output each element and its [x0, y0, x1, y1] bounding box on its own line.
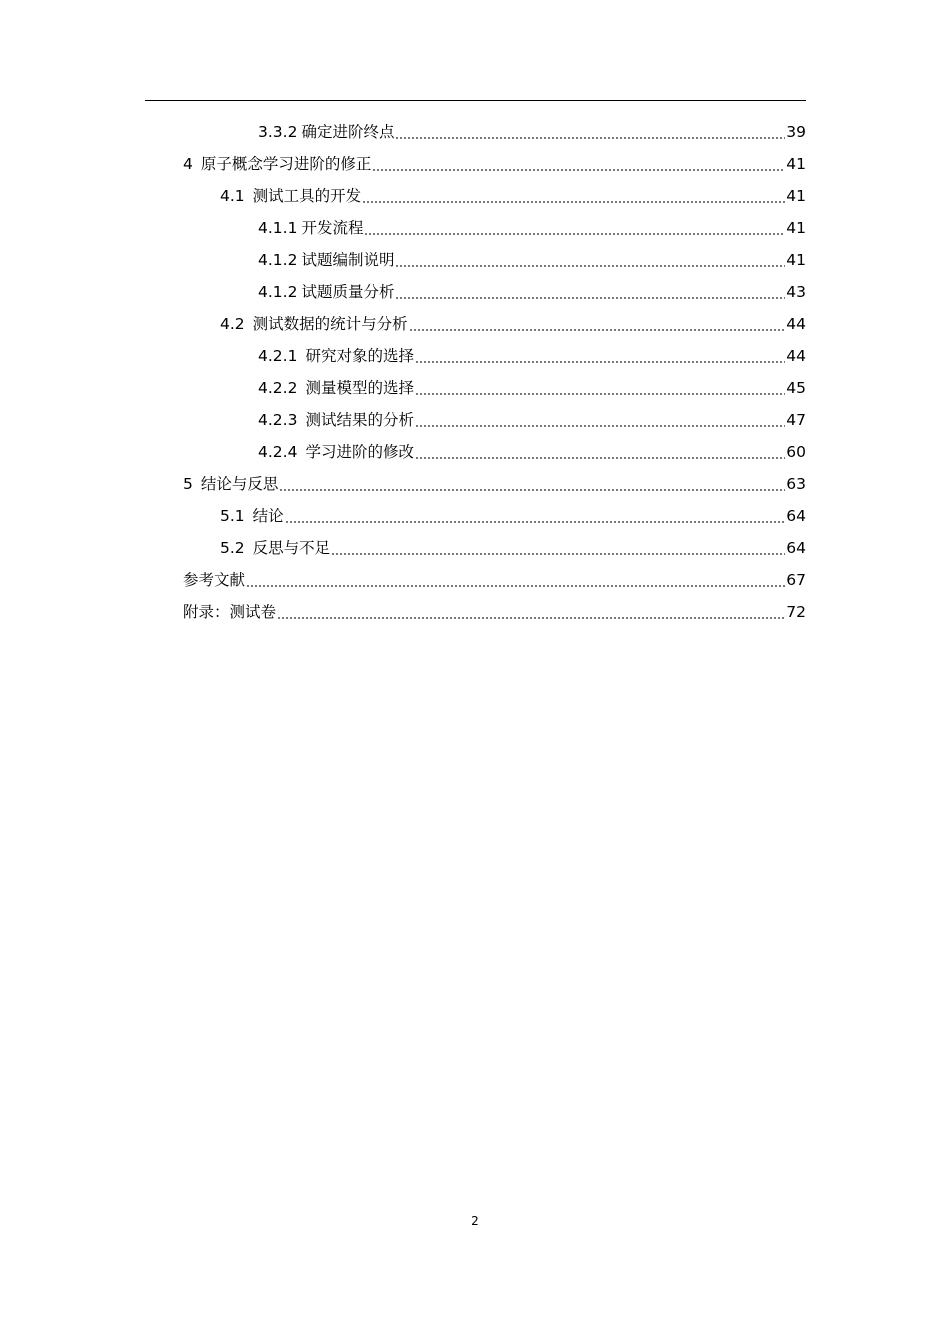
toc-entry-4-2-3[interactable] — [258, 404, 806, 436]
toc-entry-page: 44 — [786, 347, 806, 365]
dot-leader — [277, 617, 785, 619]
toc-entry-title: 测试数据的统计与分析 — [252, 315, 408, 333]
dot-leader — [364, 233, 785, 235]
toc-entry-title: 测量模型的选择 — [305, 379, 414, 397]
toc-entry-page: 41 — [786, 219, 806, 237]
toc-entry-number: 4.2.2 — [258, 379, 298, 397]
toc-entry-title: 试题质量分析 — [301, 283, 395, 301]
toc-entry-4-1[interactable] — [220, 180, 806, 212]
toc-entry-page: 41 — [786, 187, 806, 205]
toc-entry-4-2[interactable] — [220, 308, 806, 340]
toc-entry-number: 4.1 — [220, 187, 245, 205]
toc-entry-references[interactable] — [183, 564, 806, 596]
toc-entry-title: 试题编制说明 — [301, 251, 395, 269]
dot-leader — [415, 393, 785, 395]
dot-leader — [279, 489, 785, 491]
toc-entry-4-2-2[interactable] — [258, 372, 806, 404]
toc-entry-number: 4.1.2 — [258, 251, 298, 269]
dot-leader — [395, 137, 785, 139]
toc-entry-number: 4.2 — [220, 315, 245, 333]
toc-entry-number: 5 — [183, 475, 193, 493]
toc-entry-title: 学习进阶的修改 — [305, 443, 414, 461]
dot-leader — [362, 201, 785, 203]
toc-entry-title: 反思与不足 — [252, 539, 331, 557]
toc-entry-title: 原子概念学习进阶的修正 — [200, 155, 372, 173]
dot-leader — [395, 297, 785, 299]
toc-entry-title: 结论与反思 — [200, 475, 279, 493]
toc-entry-page: 60 — [786, 443, 806, 461]
toc-entry-number: 4.1.2 — [258, 283, 298, 301]
toc-entry-page: 72 — [786, 603, 806, 621]
toc-entry-4[interactable] — [183, 148, 806, 180]
toc-entry-page: 64 — [786, 507, 806, 525]
toc-entry-number: 4.2.1 — [258, 347, 298, 365]
toc-entry-number: 3.3.2 — [258, 123, 298, 141]
toc-entry-5[interactable] — [183, 468, 806, 500]
toc-entry-4-2-4[interactable] — [258, 436, 806, 468]
toc-entry-4-1-2-a[interactable] — [258, 244, 806, 276]
toc-entry-title: 开发流程 — [301, 219, 364, 237]
toc-entry-number: 4 — [183, 155, 193, 173]
dot-leader — [285, 521, 786, 523]
dot-leader — [372, 169, 785, 171]
toc-entry-appendix[interactable] — [183, 596, 806, 628]
toc-entry-4-2-1[interactable] — [258, 340, 806, 372]
toc-entry-title: 参考文献 — [183, 571, 246, 589]
toc-entry-page: 41 — [786, 251, 806, 269]
toc-entry-page: 43 — [786, 283, 806, 301]
toc-entry-title: 确定进阶终点 — [301, 123, 395, 141]
dot-leader — [415, 425, 785, 427]
toc-entry-number: 5.1 — [220, 507, 245, 525]
toc-entry-page: 47 — [786, 411, 806, 429]
dot-leader — [409, 329, 786, 331]
toc-entry-5-2[interactable] — [220, 532, 806, 564]
toc-entry-3-3-2[interactable] — [258, 116, 806, 148]
toc-entry-page: 67 — [786, 571, 806, 589]
toc-entry-number: 5.2 — [220, 539, 245, 557]
toc-entry-title: 测试工具的开发 — [252, 187, 362, 205]
dot-leader — [246, 585, 785, 587]
toc-entry-page: 63 — [786, 475, 806, 493]
toc-entry-page: 64 — [786, 539, 806, 557]
dot-leader — [415, 361, 785, 363]
toc-entry-4-1-1[interactable] — [258, 212, 806, 244]
toc-entry-title: 附录：测试卷 — [183, 603, 277, 621]
toc-entry-title: 研究对象的选择 — [305, 347, 414, 365]
dot-leader — [395, 265, 785, 267]
page-number: 2 — [471, 1214, 479, 1228]
toc-entry-title: 结论 — [252, 507, 284, 525]
toc-entry-page: 45 — [786, 379, 806, 397]
toc-entry-number: 4.2.3 — [258, 411, 298, 429]
toc-entry-number: 4.1.1 — [258, 219, 298, 237]
toc-entry-title: 测试结果的分析 — [305, 411, 414, 429]
toc-entry-4-1-2-b[interactable] — [258, 276, 806, 308]
header-rule — [145, 100, 806, 101]
toc-entry-page: 44 — [786, 315, 806, 333]
dot-leader — [415, 457, 785, 459]
toc-entry-page: 41 — [786, 155, 806, 173]
toc-entry-5-1[interactable] — [220, 500, 806, 532]
toc-entry-page: 39 — [786, 123, 806, 141]
toc-entry-number: 4.2.4 — [258, 443, 298, 461]
dot-leader — [331, 553, 785, 555]
